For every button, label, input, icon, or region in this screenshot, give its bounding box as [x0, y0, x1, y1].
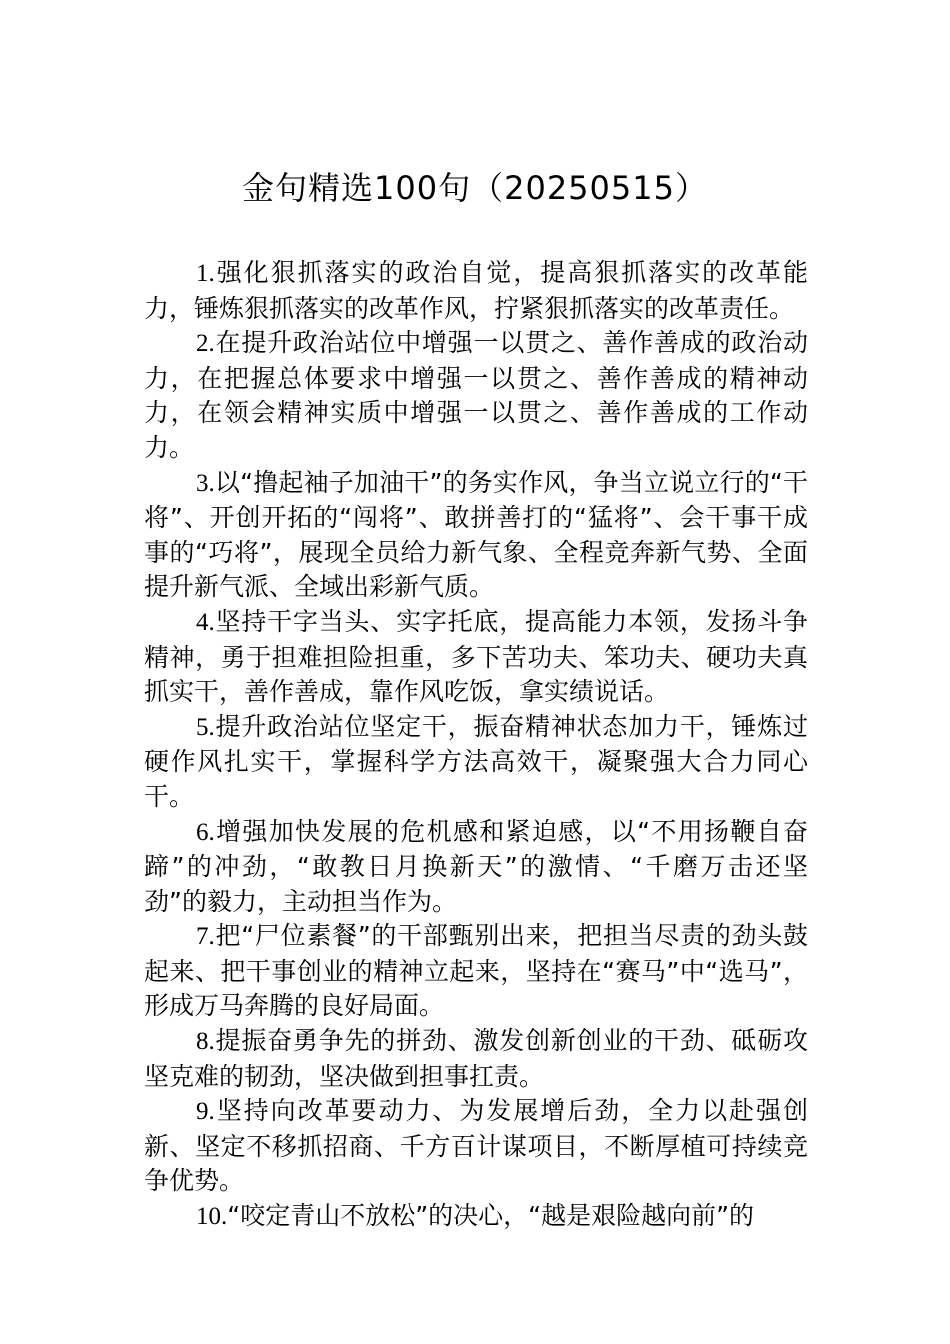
- paragraph-2: [144, 326, 808, 465]
- paragraph-number: 6.: [196, 818, 215, 846]
- paragraph-text: 提升政治站位坚定干，振奋精神状态加力干，锤炼过硬作风扎实干，掌握科学方法高效干，凝聚强大合力同心干。: [144, 711, 808, 811]
- paragraph-5: [144, 710, 808, 815]
- document-title: 金句精选100句（20250515）: [242, 169, 708, 207]
- document-body: [144, 256, 808, 1235]
- paragraph-7: [144, 919, 808, 1024]
- paragraph-number: 5.: [196, 713, 215, 741]
- paragraph-number: 7.: [196, 923, 215, 951]
- paragraph-number: 9.: [196, 1098, 215, 1126]
- paragraph-text: 以“撸起袖子加油干”的务实作风，争当立说立行的“干将”、开创开拓的“闯将”、敢拼善打的“猛将”、会干事干成事的“巧将”，展现全员给力新气象、全程竞奔新气势、全面提升新气派、全域出彩新气质。: [144, 467, 808, 602]
- paragraph-number: 10.: [196, 1203, 228, 1231]
- paragraph-3: [144, 466, 808, 605]
- paragraph-text: 增强加快发展的危机感和紧迫感，以“不用扬鞭自奋蹄”的冲劲，“敢教日月换新天”的激情、“千磨万击还坚劲”的毅力，主动担当作为。: [144, 816, 808, 916]
- paragraph-10: [144, 1199, 808, 1235]
- paragraph-4: [144, 605, 808, 710]
- paragraph-number: 4.: [196, 608, 215, 636]
- paragraph-number: 2.: [196, 330, 215, 358]
- paragraph-number: 8.: [196, 1028, 215, 1056]
- paragraph-text: “咬定青山不放松”的决心，“越是艰险越向前”的: [227, 1201, 755, 1231]
- paragraph-6: [144, 815, 808, 920]
- paragraph-text: 在提升政治站位中增强一以贯之、善作善成的政治动力，在把握总体要求中增强一以贯之、善作善成的精神动力，在领会精神实质中增强一以贯之、善作善成的工作动力。: [144, 328, 808, 462]
- paragraph-8: [144, 1024, 808, 1094]
- paragraph-text: 提振奋勇争先的拼劲、激发创新创业的干劲、砥砺攻坚克难的韧劲，坚决做到担事扛责。: [144, 1026, 808, 1091]
- paragraph-1: [144, 256, 808, 326]
- paragraph-number: 3.: [196, 469, 215, 497]
- paragraph-text: 坚持干字当头、实字托底，提高能力本领，发扬斗争精神，勇于担难担险担重，多下苦功夫、笨功夫、硬功夫真抓实干，善作善成，靠作风吃饭，拿实绩说话。: [144, 606, 808, 707]
- paragraph-text: 强化狠抓落实的政治自觉，提高狠抓落实的改革能力，锤炼狠抓落实的改革作风，拧紧狠抓落实的改革责任。: [144, 258, 808, 323]
- paragraph-number: 1.: [196, 260, 215, 287]
- paragraph-text: 坚持向改革要动力、为发展增后劲，全力以赴强创新、坚定不移抓招商、千方百计谋项目，不断厚植可持续竞争优势。: [144, 1096, 808, 1196]
- paragraph-9: [144, 1094, 808, 1199]
- paragraph-text: 把“尸位素餐”的干部甄别出来，把担当尽责的劲头鼓起来、把干事创业的精神立起来，坚持在“赛马”中“选马”，形成万马奔腾的良好局面。: [144, 921, 808, 1021]
